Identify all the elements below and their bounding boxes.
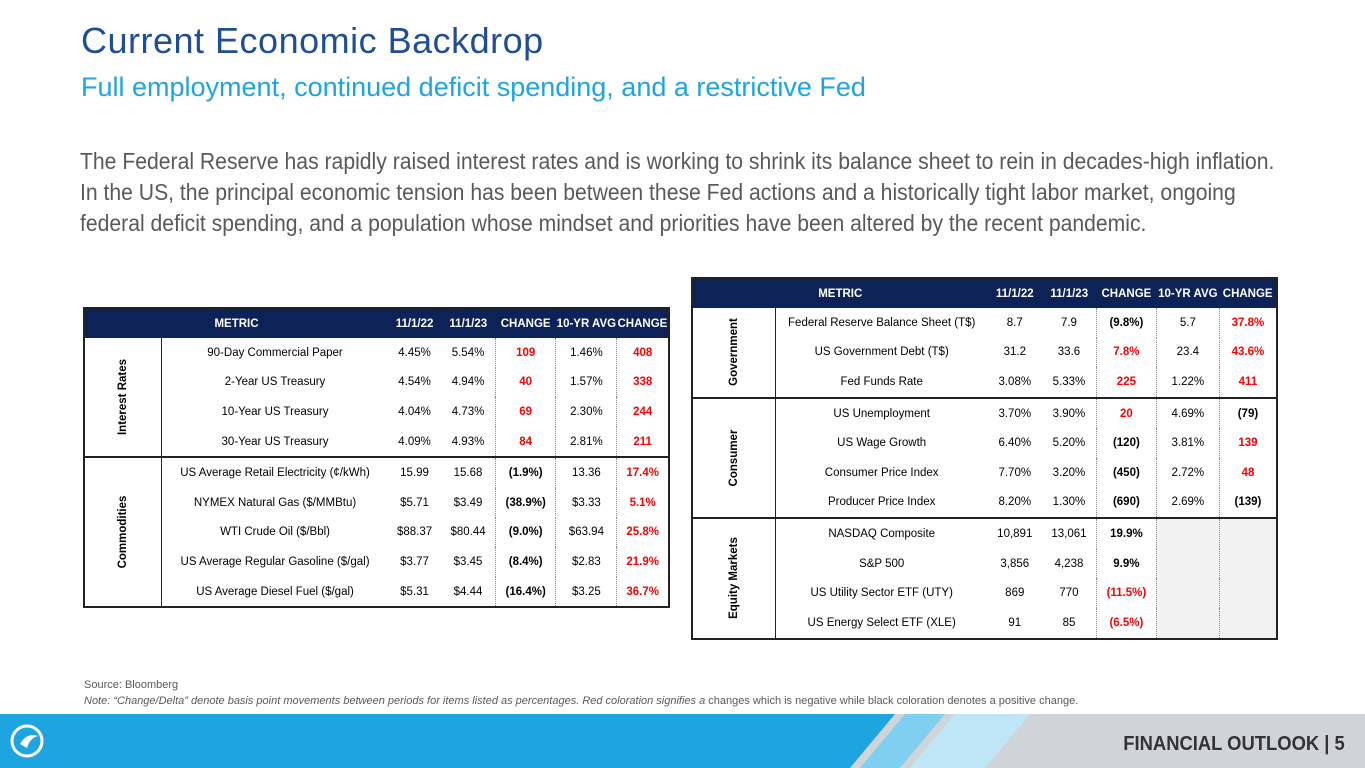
group-label-text: Interest Rates [117, 359, 130, 436]
value-2022-cell: 15.99 [388, 457, 441, 488]
change-cell: 225 [1096, 367, 1156, 398]
change-cell: 84 [495, 427, 555, 458]
table-row [692, 308, 1277, 338]
change-vs-avg-cell: 21.9% [617, 547, 669, 577]
group-label-text: Consumer [727, 429, 740, 487]
value-2023-cell: 85 [1062, 616, 1076, 629]
table-row [84, 518, 669, 548]
change-vs-avg-cell [1219, 518, 1277, 549]
value-2022-cell: 8.7 [1006, 316, 1023, 329]
ten-year-avg-cell: 4.69% [1156, 398, 1219, 429]
metric-cell: US Average Regular Gasoline ($/gal) [180, 555, 370, 568]
ten-year-avg-cell [1156, 608, 1219, 639]
value-2022-cell: 3.08% [998, 375, 1032, 388]
table-row [692, 338, 1277, 368]
table-row [692, 518, 1277, 549]
group-label [84, 457, 162, 607]
group-label [692, 308, 775, 398]
ten-year-avg-cell: 2.72% [1171, 466, 1205, 479]
change-vs-avg-cell: 139 [1219, 428, 1277, 458]
table-header-row [692, 278, 1277, 308]
value-2022-cell: 4.54% [398, 376, 431, 389]
footnote [84, 695, 1078, 707]
change-cell: (11.5%) [1096, 578, 1156, 608]
value-2023-cell: 5.20% [1052, 437, 1086, 450]
change-cell: (9.0%) [495, 518, 555, 548]
table-row [84, 488, 669, 518]
table-row [84, 577, 669, 608]
change-cell: 19.9% [1096, 518, 1156, 549]
change-cell: 7.8% [1096, 338, 1156, 368]
ten-year-avg-cell: 23.4 [1176, 346, 1200, 359]
metric-cell: 2-Year US Treasury [224, 376, 326, 389]
ten-year-avg-cell [1156, 578, 1219, 608]
change-cell: 40 [495, 368, 555, 398]
metric-cell: US Energy Select ETF (XLE) [807, 616, 956, 629]
change-cell: (9.8%) [1096, 308, 1156, 338]
change-cell: (1.9%) [495, 457, 555, 488]
value-2023-cell: 4,238 [1054, 557, 1084, 570]
value-2022-cell: 91 [1008, 616, 1022, 629]
column-header-date-2023: 11/1/23 [1042, 278, 1096, 308]
ten-year-avg-cell: 2.30% [570, 405, 603, 418]
value-2023-cell: 1.30% [1052, 496, 1086, 509]
change-vs-avg-cell: 5.1% [617, 488, 669, 518]
ten-year-avg-cell: 13.36 [556, 457, 617, 488]
change-cell: (690) [1096, 488, 1156, 519]
value-2022-cell: 31.2 [1003, 346, 1026, 359]
change-cell: (6.5%) [1096, 608, 1156, 639]
metric-cell: US Average Retail Electricity (¢/kWh) [162, 457, 388, 488]
table-row [692, 549, 1277, 579]
value-2023-cell: 4.73% [451, 405, 485, 418]
metric-cell: WTI Crude Oil ($/Bbl) [220, 526, 330, 539]
value-2023-cell: $3.49 [453, 496, 483, 509]
metric-cell: US Average Diesel Fuel ($/gal) [196, 585, 354, 598]
metric-cell: Consumer Price Index [824, 466, 939, 479]
value-2023-cell: 3.90% [1042, 398, 1096, 429]
value-2023-cell: 13,061 [1042, 518, 1096, 549]
table-row [692, 458, 1277, 488]
column-header-change-vs-avg: CHANGE [1219, 278, 1277, 308]
metric-cell: 30-Year US Treasury [221, 435, 329, 448]
table-header-row [84, 308, 669, 338]
ten-year-avg-cell: 3.81% [1171, 437, 1205, 450]
column-header-date-2023: 11/1/23 [441, 308, 495, 338]
value-2022-cell: $5.31 [400, 585, 429, 598]
source-note: Source: Bloomberg [84, 679, 179, 691]
table-row [692, 398, 1277, 429]
value-2022-cell: 3.70% [988, 398, 1042, 429]
change-vs-avg-cell [1219, 549, 1277, 579]
value-2022-cell: $5.71 [400, 496, 429, 509]
change-cell: 20 [1096, 398, 1156, 429]
value-2023-cell: 5.33% [1052, 375, 1086, 388]
value-2023-cell: 33.6 [1057, 346, 1081, 359]
group-label-text: Government [727, 318, 740, 387]
change-cell: (16.4%) [495, 577, 555, 608]
change-vs-avg-cell [1219, 608, 1277, 639]
value-2023-cell: 5.54% [451, 346, 485, 359]
change-vs-avg-cell: (79) [1219, 398, 1277, 429]
group-label [692, 518, 775, 638]
column-header-change: CHANGE [1096, 278, 1156, 308]
value-2022-cell: 7.70% [998, 466, 1032, 479]
value-2022-cell: 4.04% [398, 405, 431, 418]
group-label [84, 338, 162, 457]
ten-year-avg-cell [1156, 549, 1219, 579]
column-header-metric: METRIC [84, 308, 388, 338]
change-vs-avg-cell: 37.8% [1219, 308, 1277, 338]
column-header-metric: METRIC [692, 278, 988, 308]
change-cell: (450) [1096, 458, 1156, 488]
column-header-date-2022: 11/1/22 [388, 308, 441, 338]
metric-cell: US Government Debt (T$) [814, 346, 949, 359]
column-header-10yr-avg: 10-YR AVG [556, 308, 617, 338]
right-metrics-table [691, 277, 1278, 640]
table-row [692, 608, 1277, 639]
ten-year-avg-cell [1156, 518, 1219, 549]
metric-cell: US Wage Growth [837, 437, 927, 450]
ten-year-avg-cell: 2.69% [1171, 496, 1205, 509]
value-2023-cell: $80.44 [450, 526, 486, 539]
value-2022-cell: $88.37 [396, 526, 433, 539]
ten-year-avg-cell: 1.46% [570, 346, 603, 359]
value-2022-cell: 4.45% [398, 346, 431, 359]
metric-cell: NASDAQ Composite [775, 518, 987, 549]
change-cell: 69 [495, 397, 555, 427]
ten-year-avg-cell: $63.94 [568, 526, 604, 539]
footnote-italic: Note: “Change/Delta” denote basis point movements between periods for items listed as percentages. Red coloration signifies a [84, 695, 706, 707]
value-2022-cell: 869 [1005, 587, 1025, 600]
value-2023-cell: 7.9 [1060, 316, 1077, 329]
table-row [84, 397, 669, 427]
metric-cell: Producer Price Index [827, 496, 936, 509]
ten-year-avg-cell: 1.57% [570, 376, 603, 389]
table-row [84, 457, 669, 488]
company-logo-icon [10, 724, 44, 763]
ten-year-avg-cell: $3.33 [572, 496, 601, 509]
change-cell: (8.4%) [495, 547, 555, 577]
metric-cell: S&P 500 [859, 557, 905, 570]
change-cell: (120) [1096, 428, 1156, 458]
ten-year-avg-cell: 2.81% [570, 435, 603, 448]
page-title: Current Economic Backdrop [81, 20, 544, 61]
table-row [692, 488, 1277, 519]
ten-year-avg-cell: 1.22% [1171, 375, 1205, 388]
table-row [692, 428, 1277, 458]
table-row [84, 368, 669, 398]
metric-cell: 10-Year US Treasury [221, 405, 329, 418]
ten-year-avg-cell: $3.25 [572, 585, 601, 598]
change-vs-avg-cell: (139) [1219, 488, 1277, 519]
ten-year-avg-cell: 5.7 [1179, 316, 1196, 329]
page-subtitle: Full employment, continued deficit spending, and a restrictive Fed [81, 72, 866, 102]
change-cell: 9.9% [1096, 549, 1156, 579]
metric-cell: US Unemployment [775, 398, 987, 429]
change-vs-avg-cell: 411 [1219, 367, 1277, 398]
footnote-rest: changes which is negative while black coloration denotes a positive change. [705, 695, 1079, 707]
table-row [692, 367, 1277, 398]
change-cell: (38.9%) [495, 488, 555, 518]
table-row [692, 578, 1277, 608]
metric-cell: NYMEX Natural Gas ($/MMBtu) [193, 496, 357, 509]
value-2022-cell: 3,856 [1000, 557, 1030, 570]
change-vs-avg-cell: 408 [617, 338, 669, 368]
column-header-change: CHANGE [495, 308, 555, 338]
change-vs-avg-cell: 48 [1219, 458, 1277, 488]
value-2023-cell: 15.68 [441, 457, 495, 488]
change-vs-avg-cell [1219, 578, 1277, 608]
footer-label: FINANCIAL OUTLOOK | 5 [1123, 733, 1345, 755]
value-2022-cell: 4.09% [398, 435, 431, 448]
value-2023-cell: 770 [1059, 587, 1079, 600]
value-2023-cell: $3.45 [453, 555, 483, 568]
metric-cell: Fed Funds Rate [840, 375, 923, 388]
change-vs-avg-cell: 36.7% [617, 577, 669, 608]
table-row [84, 547, 669, 577]
change-vs-avg-cell: 211 [617, 427, 669, 458]
intro-paragraph: The Federal Reserve has rapidly raised interest rates and is working to shrink its balance sheet to rein in decades-high inflation. In the US, the principal economic tension has been between these Fed actions and a historically tight labor market, ongoing federal deficit spending, and a population whose mindset and priorities have been altered by the recent pandemic. [80, 148, 1275, 236]
column-header-date-2022: 11/1/22 [988, 278, 1042, 308]
metric-cell: Federal Reserve Balance Sheet (T$) [788, 316, 976, 329]
ten-year-avg-cell: $2.83 [572, 555, 601, 568]
change-vs-avg-cell: 25.8% [617, 518, 669, 548]
value-2022-cell: 10,891 [988, 518, 1042, 549]
column-header-change-vs-avg: CHANGE [617, 308, 669, 338]
value-2022-cell: 8.20% [998, 496, 1032, 509]
change-cell: 109 [495, 338, 555, 368]
change-vs-avg-cell: 43.6% [1219, 338, 1277, 368]
value-2022-cell: 6.40% [998, 437, 1032, 450]
value-2023-cell: $4.44 [453, 585, 483, 598]
left-metrics-table [83, 307, 670, 608]
change-vs-avg-cell: 338 [617, 368, 669, 398]
change-vs-avg-cell: 17.4% [617, 457, 669, 488]
group-label-text: Equity Markets [727, 537, 740, 620]
metric-cell: 90-Day Commercial Paper [207, 346, 343, 359]
column-header-10yr-avg: 10-YR AVG [1156, 278, 1219, 308]
value-2023-cell: 4.94% [451, 376, 485, 389]
change-vs-avg-cell: 244 [617, 397, 669, 427]
value-2023-cell: 4.93% [451, 435, 485, 448]
group-label-text: Commodities [117, 495, 130, 569]
table-row [84, 338, 669, 368]
metric-cell: US Utility Sector ETF (UTY) [810, 587, 953, 600]
value-2023-cell: 3.20% [1052, 466, 1086, 479]
group-label [692, 398, 775, 518]
table-row [84, 427, 669, 458]
value-2022-cell: $3.77 [400, 555, 429, 568]
